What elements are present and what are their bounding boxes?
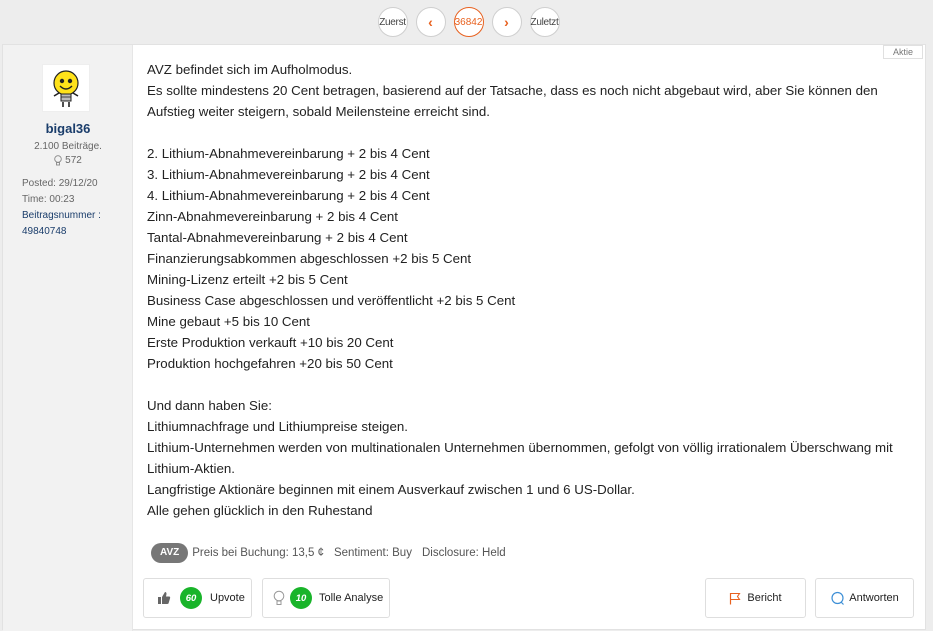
report-label: Bericht — [747, 592, 782, 604]
sentiment: Sentiment: Buy — [333, 547, 412, 559]
ticker-badge[interactable]: AVZ — [151, 543, 188, 563]
post-meta-row — [151, 542, 506, 564]
post-text-line: Alle gehen glücklich in den Ruhestand — [147, 503, 373, 518]
aktie-tag: Aktie — [883, 45, 923, 59]
author-username[interactable]: bigal36 — [45, 121, 91, 136]
post-text-line: Es sollte mindestens 20 Cent betragen, basierend auf der Tatsache, dass es noch nicht abgebaut wird, aber Sie können den Aufstieg weiter steigern, sobald Meilensteine erreicht sind. — [147, 83, 878, 119]
author-likes-count: 572 — [65, 155, 82, 166]
current-page-indicator[interactable]: 36842 — [454, 7, 484, 37]
lightbulb-icon — [54, 155, 62, 166]
avatar[interactable] — [42, 64, 90, 112]
post-number-label: Beitragsnummer : — [22, 210, 101, 221]
chevron-left-icon: ‹ — [428, 14, 433, 30]
post-text-line: Produktion hochgefahren +20 bis 50 Cent — [147, 356, 393, 371]
post-text-line: Finanzierungsabkommen abgeschlossen +2 bis 5 Cent — [147, 251, 472, 266]
flag-icon — [729, 592, 741, 605]
author-sidebar — [3, 45, 133, 631]
upvote-count-badge: 60 — [180, 587, 202, 609]
previous-page-button[interactable] — [416, 7, 446, 37]
first-page-button[interactable]: Zuerst — [378, 7, 408, 37]
post-text-line: 3. Lithium-Abnahmevereinbarung + 2 bis 4 Cent — [147, 167, 430, 182]
post-card — [2, 44, 926, 630]
post-date: Posted: 29/12/20 — [22, 178, 98, 189]
post-blank-line — [147, 374, 907, 395]
post-text-line: Lithiumnachfrage und Lithiumpreise steigen. — [147, 419, 408, 434]
reply-bubble-icon — [830, 591, 845, 606]
author-likes — [3, 155, 133, 166]
great-analysis-button[interactable] — [262, 578, 390, 618]
upvote-label: Upvote — [210, 592, 245, 604]
author-posts-count: 2.100 Beiträge. — [34, 141, 102, 152]
analysis-label: Tolle Analyse — [319, 592, 384, 604]
post-blank-line — [147, 122, 907, 143]
analysis-count-badge: 10 — [290, 587, 312, 609]
post-text-line: Business Case abgeschlossen und veröffentlicht +2 bis 5 Cent — [147, 293, 516, 308]
pagination — [0, 0, 933, 44]
report-button[interactable] — [705, 578, 806, 618]
lightbulb-avatar-icon — [46, 66, 86, 110]
post-text-line: 4. Lithium-Abnahmevereinbarung + 2 bis 4 Cent — [147, 188, 430, 203]
post-text-line: Und dann haben Sie: — [147, 398, 272, 413]
disclosure: Disclosure: Held — [421, 547, 506, 559]
post-text-line: Zinn-Abnahmevereinbarung + 2 bis 4 Cent — [147, 209, 398, 224]
post-text-line: Lithium-Unternehmen werden von multinationalen Unternehmen übernommen, gefolgt von völlig irrationalem Überschwang mit Lithium-Aktien. — [147, 440, 893, 476]
post-text-line: 2. Lithium-Abnahmevereinbarung + 2 bis 4 Cent — [147, 146, 430, 161]
post-time: Time: 00:23 — [22, 194, 75, 205]
booking-price: Preis bei Buchung: 13,5 ¢ — [192, 547, 324, 559]
post-text-line: Tantal-Abnahmevereinbarung + 2 bis 4 Cent — [147, 230, 408, 245]
post-text-line: Mining-Lizenz erteilt +2 bis 5 Cent — [147, 272, 348, 287]
last-page-button[interactable]: Zuletzt — [530, 7, 560, 37]
upvote-button[interactable] — [143, 578, 252, 618]
post-text-line: AVZ befindet sich im Aufholmodus. — [147, 62, 353, 77]
reply-button[interactable] — [815, 578, 914, 618]
thumbs-up-icon — [157, 591, 171, 605]
post-body — [147, 59, 907, 521]
chevron-right-icon: › — [504, 14, 509, 30]
post-text-line: Erste Produktion verkauft +10 bis 20 Cent — [147, 335, 394, 350]
next-page-button[interactable] — [492, 7, 522, 37]
post-number-link[interactable]: 49840748 — [22, 226, 67, 237]
reply-label: Antworten — [849, 592, 899, 604]
lightbulb-icon — [273, 590, 285, 606]
post-text-line: Langfristige Aktionäre beginnen mit einem Ausverkauf zwischen 1 und 6 US-Dollar. — [147, 482, 635, 497]
post-text-line: Mine gebaut +5 bis 10 Cent — [147, 314, 310, 329]
